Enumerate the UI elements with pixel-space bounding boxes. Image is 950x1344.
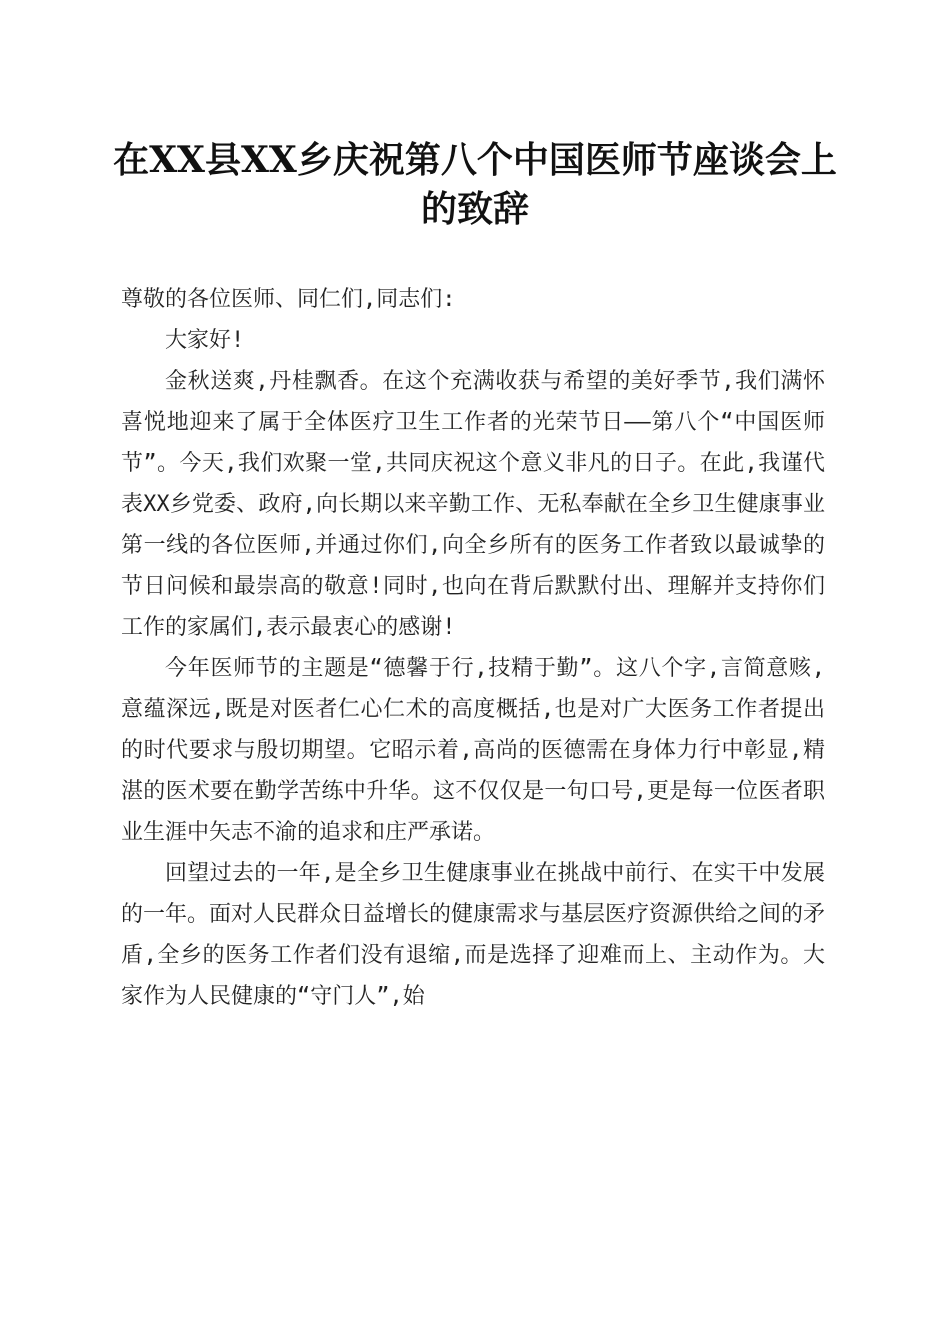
salutation: 尊敬的各位医师、同仁们,同志们: bbox=[121, 287, 456, 312]
paragraph-3: 回望过去的一年,是全乡卫生健康事业在挑战中前行、在实干中发展的一年。面对人民群众日益增长的健康需求与基层医疗资源供给之间的矛盾,全乡的医务工作者们没有退缩,而是选择了迎难而上、主动作为。大家作为人民健康的“守门人”,始 bbox=[121, 861, 826, 1009]
document-title: 在XX县XX乡庆祝第八个中国医师节座谈会上的致辞 bbox=[113, 139, 837, 230]
paragraph-1: 金秋送爽,丹桂飘香。在这个充满收获与希望的美好季节,我们满怀喜悦地迎来了属于全体医疗卫生工作者的光荣节日——第八个“中国医师节”。今天,我们欢聚一堂,共同庆祝这个意义非凡的日子。在此,我谨代表XX乡党委、政府,向长期以来辛勤工作、无私奉献在全乡卫生健康事业第一线的各位医师,并通过你们,向全乡所有的医务工作者致以最诚挚的节日问候和最崇高的敬意!同时,也向在背后默默付出、理解并支持你们工作的家属们,表示最衷心的感谢! bbox=[121, 369, 825, 640]
greeting: 大家好! bbox=[165, 328, 245, 353]
document-body bbox=[121, 279, 825, 1017]
paragraph-2: 今年医师节的主题是“德馨于行,技精于勤”。这八个字,言简意赅,意蕴深远,既是对医者仁心仁术的高度概括,也是对广大医务工作者提出的时代要求与殷切期望。它昭示着,高尚的医德需在身体力行中彰显,精湛的医术要在勤学苦练中升华。这不仅仅是一句口号,更是每一位医者职业生涯中矢志不渝的追求和庄严承诺。 bbox=[121, 656, 825, 845]
